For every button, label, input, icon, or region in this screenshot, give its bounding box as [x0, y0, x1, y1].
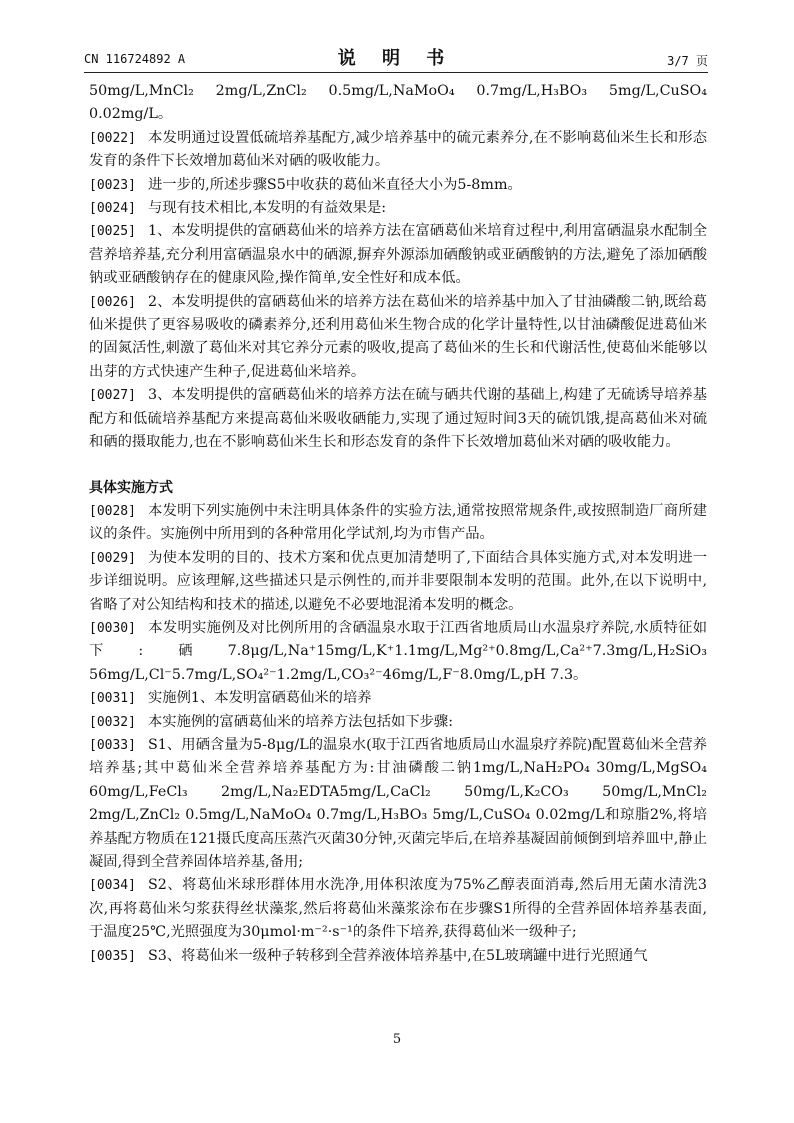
- paragraph-tag: [0029]: [89, 550, 136, 566]
- paragraph: [89, 687, 707, 710]
- paragraph: [89, 711, 707, 734]
- paragraph-text: 3、本发明提供的富硒葛仙米的培养方法在硫与硒共代谢的基础上,构建了无硫诱导培养基配方和低硫培养基配方来提高葛仙米吸收硒能力,实现了通过短时间3天的硫饥饿,提高葛仙米对硫和硒的摄取能力,也在不影响葛仙米生长和形态发育的条件下长效增加葛仙米对硒的吸收能力。: [89, 387, 707, 451]
- paragraph: [89, 734, 707, 874]
- paragraph-tag: [0035]: [89, 948, 136, 964]
- paragraph-tag: [0025]: [89, 224, 136, 240]
- paragraph-text: 本发明通过设置低硫培养基配方,减少培养基中的硫元素养分,在不影响葛仙米生长和形态发育的条件下长效增加葛仙米对硒的吸收能力。: [89, 129, 707, 170]
- document-body: [89, 80, 707, 968]
- paragraph-tag: [0031]: [89, 691, 136, 707]
- paragraph: [89, 617, 707, 687]
- paragraph: [89, 384, 707, 454]
- section-heading: 具体实施方式: [89, 479, 173, 496]
- document-title: 说 明 书: [337, 48, 455, 69]
- paragraph-text: S3、将葛仙米一级种子转移到全营养液体培养基中,在5L玻璃罐中进行光照通气: [148, 947, 648, 964]
- paragraph-tag: [0026]: [89, 294, 136, 310]
- paragraph: [89, 127, 707, 174]
- paragraph-text: S1、用硒含量为5-8μg/L的温泉水(取于江西省地质局山水温泉疗养院)配置葛仙米全营养培养基;其中葛仙米全营养培养基配方为:甘油磷酸二钠1mg/L,NaH₂PO₄ 30mg/L,MgSO₄ 60mg/L,FeCl₃ 2mg/L,Na₂EDTA5mg/L,CaCl₂ 50mg/L,K₂CO₃ 50mg/L,MnCl₂ 2mg/L,ZnCl₂ 0.5mg/L,NaMoO₄ 0.7mg/L,H₃BO₃ 5mg/L,CuSO₄ 0.02mg/L和琼脂2%,将培养基配方物质在121摄氏度高压蒸汽灭菌30分钟,灭菌完毕后,在培养基凝固前倾倒到培养皿中,静止凝固,得到全营养固体培养基,备用;: [89, 736, 707, 870]
- paragraph: [89, 174, 707, 197]
- paragraph-text: 本发明实施例及对比例所用的含硒温泉水取于江西省地质局山水温泉疗养院,水质特征如下:硒7.8μg/L,Na⁺15mg/L,K⁺1.1mg/L,Mg²⁺0.8mg/L,Ca²⁺7.3mg/L,H₂SiO₃ 56mg/L,Cl⁻5.7mg/L,SO₄²⁻1.2mg/L,CO₃²⁻46mg/L,F⁻8.0mg/L,pH 7.3。: [89, 619, 707, 683]
- header-divider: [84, 72, 708, 73]
- paragraph-text: 为使本发明的目的、技术方案和优点更加清楚明了,下面结合具体实施方式,对本发明进一步详细说明。应该理解,这些描述只是示例性的,而并非要限制本发明的范围。此外,在以下说明中,省略了对公知结构和技术的描述,以避免不必要地混淆本发明的概念。: [89, 549, 707, 613]
- paragraph-text: 2、本发明提供的富硒葛仙米的培养方法在葛仙米的培养基中加入了甘油磷酸二钠,既给葛仙米提供了更容易吸收的磷素养分,还利用葛仙米生物合成的化学计量特性,以甘油磷酸促进葛仙米的固氮活性,刺激了葛仙米对其它养分元素的吸收,提高了葛仙米的生长和代谢活性,使葛仙米能够以出芽的方式快速产生种子,促进葛仙米培养。: [89, 293, 707, 380]
- paragraph-text: 50mg/L,MnCl₂ 2mg/L,ZnCl₂ 0.5mg/L,NaMoO₄ 0.7mg/L,H₃BO₃ 5mg/L,CuSO₄ 0.02mg/L。: [89, 83, 707, 123]
- page-header: [84, 44, 708, 70]
- paragraph-text: S2、将葛仙米球形群体用水洗净,用体积浓度为75%乙醇表面消毒,然后用无菌水清洗3次,再将葛仙米匀浆获得丝状藻浆,然后将葛仙米藻浆涂布在步骤S1所得的全营养固体培养基表面,于温度25℃,光照强度为30μmol·m⁻²·s⁻¹的条件下培养,获得葛仙米一级种子;: [89, 877, 707, 941]
- page-number: 5: [392, 1032, 402, 1047]
- paragraph: [89, 547, 707, 617]
- paragraph-tag: [0027]: [89, 388, 136, 404]
- paragraph: [89, 874, 707, 944]
- paragraph-tag: [0028]: [89, 503, 136, 519]
- paragraph-text: 1、本发明提供的富硒葛仙米的培养方法在富硒葛仙米培育过程中,利用富硒温泉水配制全营养培养基,充分利用富硒温泉水中的硒源,摒弃外源添加硒酸钠或亚硒酸钠的方法,避免了添加硒酸钠或亚硒酸钠存在的健康风险,操作简单,安全性好和成本低。: [89, 223, 707, 287]
- paragraph: [89, 500, 707, 547]
- paragraph: [89, 80, 707, 127]
- paragraph-tag: [0022]: [89, 130, 136, 146]
- paragraph: [89, 291, 707, 385]
- paragraph: [89, 945, 707, 968]
- paragraph-text: 实施例1、本发明富硒葛仙米的培养: [148, 690, 372, 707]
- page-count: 3/7 页: [667, 54, 708, 68]
- paragraph-tag: [0030]: [89, 620, 136, 636]
- paragraph-text: 本实施例的富硒葛仙米的培养方法包括如下步骤:: [148, 713, 454, 730]
- paragraph-text: 本发明下列实施例中未注明具体条件的实验方法,通常按照常规条件,或按照制造厂商所建议的条件。实施例中所用到的各种常用化学试剂,均为市售产品。: [89, 502, 707, 543]
- paragraph: [89, 197, 707, 220]
- paragraph-text: 与现有技术相比,本发明的有益效果是:: [148, 200, 387, 217]
- paragraph-tag: [0023]: [89, 177, 136, 193]
- patent-number: CN 116724892 A: [84, 52, 186, 66]
- paragraph-tag: [0034]: [89, 878, 136, 894]
- paragraph: [89, 220, 707, 290]
- paragraph-tag: [0032]: [89, 714, 136, 730]
- paragraph-tag: [0033]: [89, 737, 136, 753]
- paragraph-text: 进一步的,所述步骤S5中收获的葛仙米直径大小为5-8mm。: [148, 176, 522, 193]
- paragraph-tag: [0024]: [89, 201, 136, 217]
